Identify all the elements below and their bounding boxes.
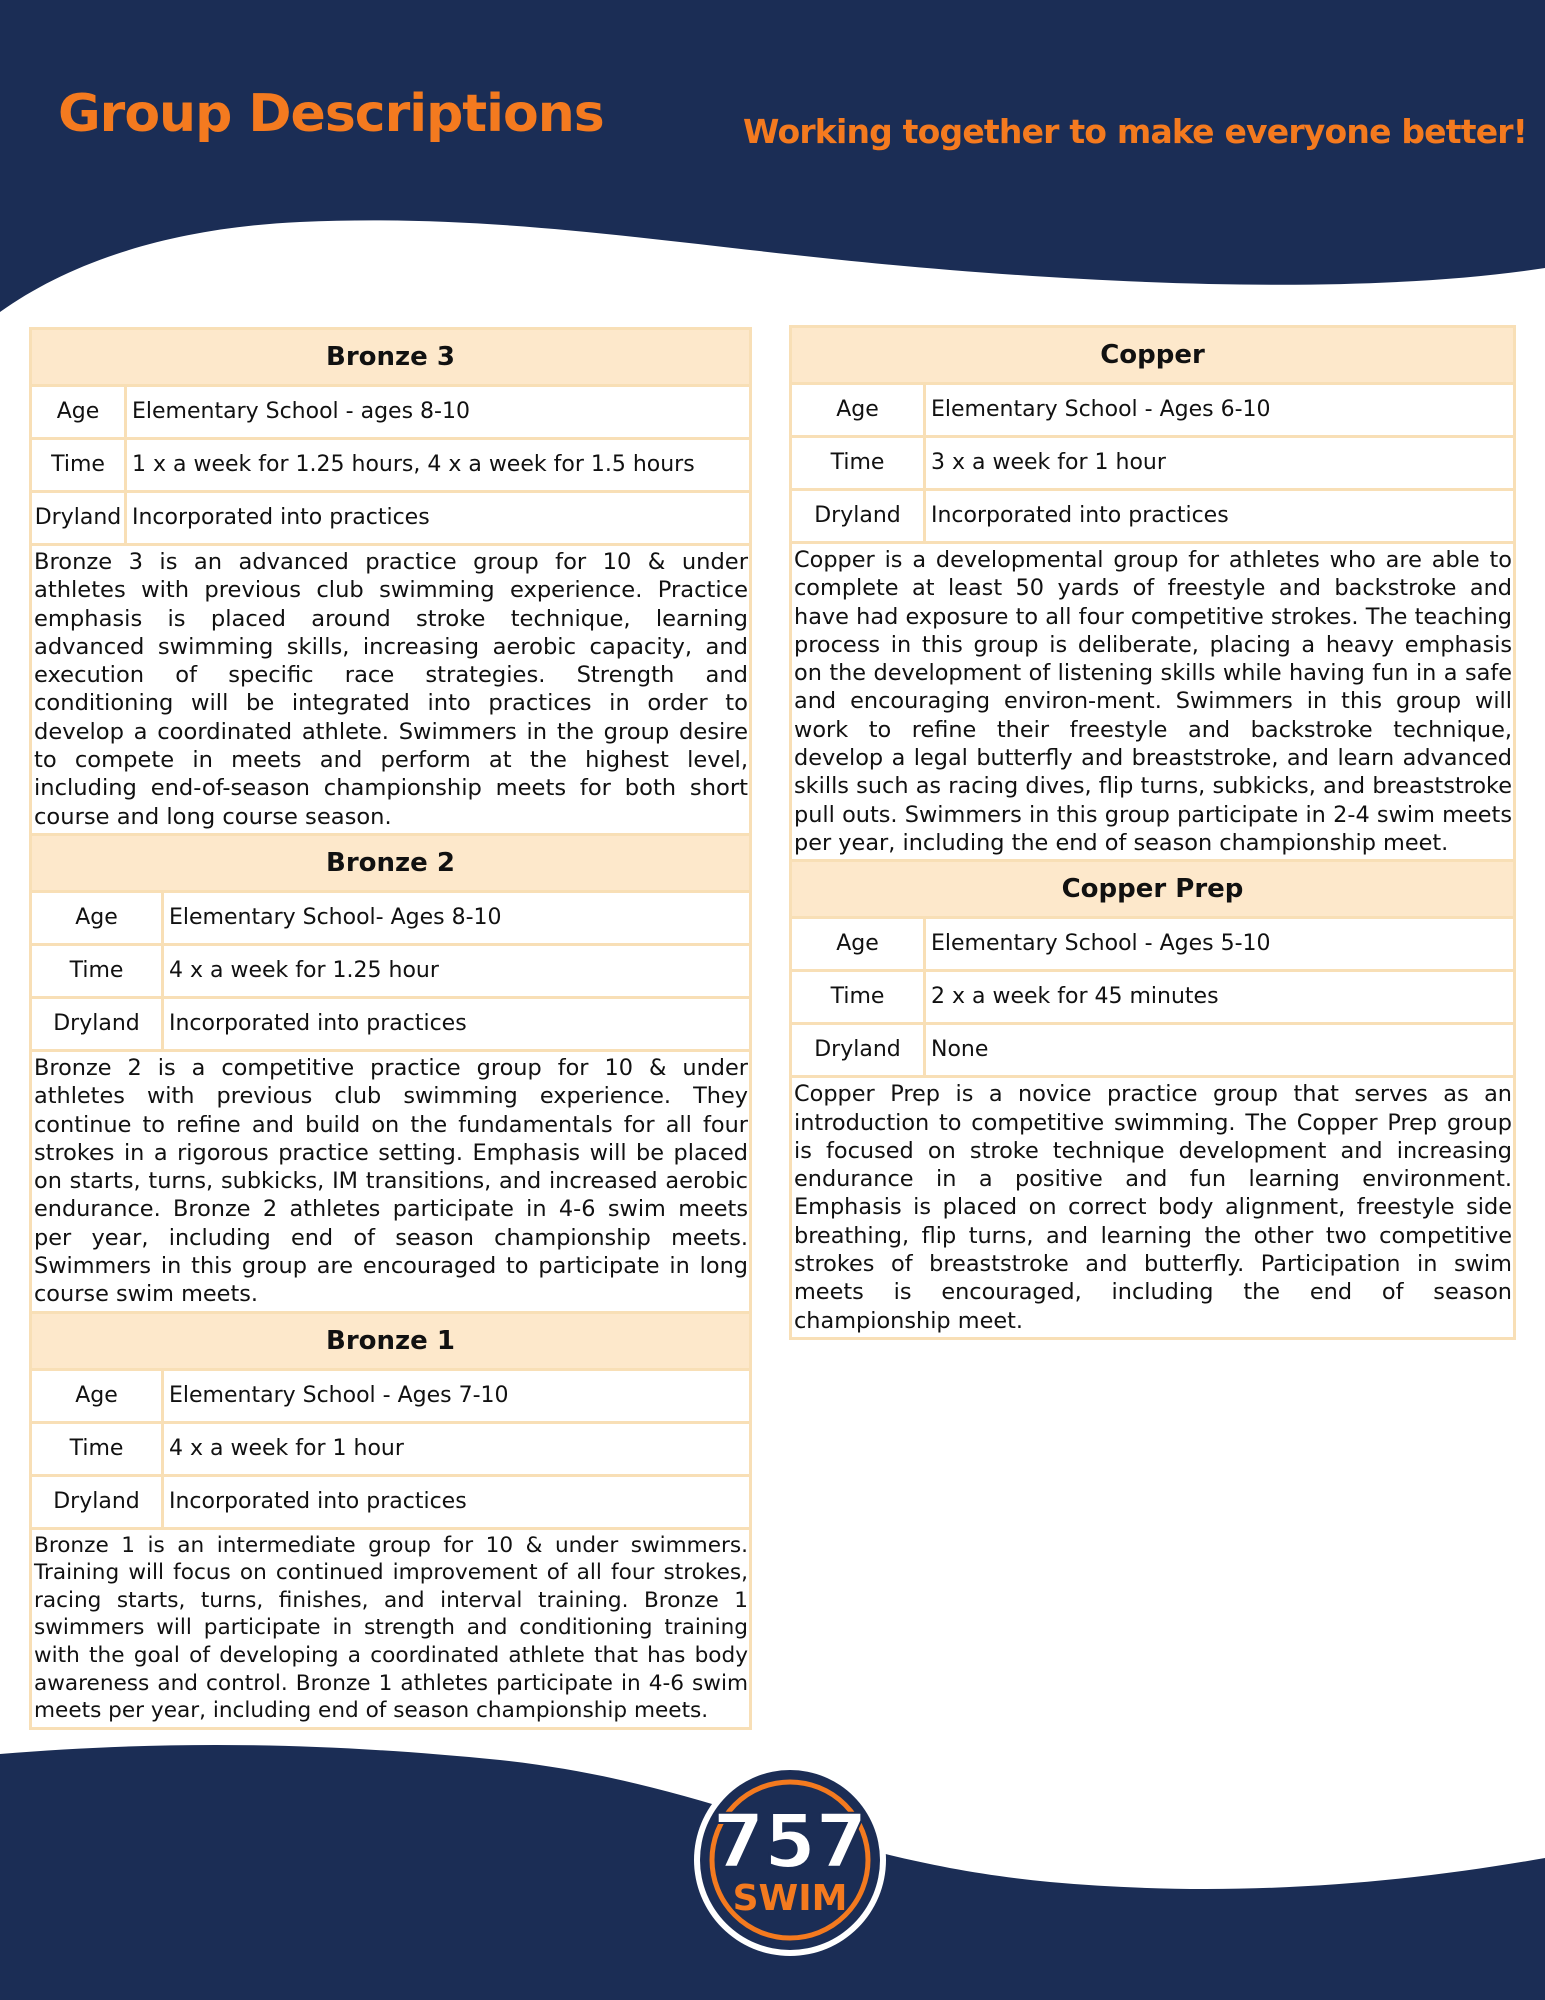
age-row [32,893,749,946]
time-row [792,972,1513,1025]
dryland-row [32,493,749,546]
age-row [792,919,1513,972]
time-label: Time [32,1424,164,1474]
logo-number: 757 [712,1799,868,1885]
group-card-bronze-3 [29,327,752,836]
group-description: Bronze 1 is an intermediate group for 10 & under swimmers. Training will focus on continued improvement of all four strokes, racing starts, turns, finishes, and interval training. Bronze 1 swimmers will participate in strength and conditioning training with the goal of developing a coordinated athlete that has body awareness and control. Bronze 1 athletes participate in 4-6 swim meets per year, including end of season championship meets. [34,1532,748,1724]
group-title: Copper [792,328,1513,385]
right-column [789,328,1516,1340]
header-wave-banner [0,0,1545,320]
dryland-value: None [931,1037,989,1063]
group-description: Bronze 3 is an advanced practice group for 10 & under athletes with previous club swimming experience. Practice emphasis is placed around stroke technique, learning advanced swimming skills, increasing aerobic capacity, and execution of specific race strategies. Strength and conditioning will be integrated into practices in order to develop a coordinated athlete. Swimmers in the group desire to compete in meets and perform at the highest level, including end-of-season championship meets for both short course and long course season. [34,549,748,830]
group-description: Bronze 2 is a competitive practice group for 10 & under athletes with previous club swimming experience. They continue to refine and build on the fundamentals for all four strokes in a rigorous practice setting. Emphasis will be placed on starts, turns, subkicks, IM transitions, and increased aerobic endurance. Bronze 2 athletes participate in 4-6 swim meets per year, including end of season championship meets. Swimmers in this group are encouraged to participate in long course swim meets. [34,1054,748,1308]
time-value: 4 x a week for 1.25 hour [169,957,439,983]
time-label: Time [32,440,127,490]
dryland-label: Dryland [792,1025,926,1075]
logo-word: SWIM [732,1878,848,1919]
age-row [792,385,1513,438]
dryland-label: Dryland [32,999,164,1049]
age-label: Age [792,919,926,969]
dryland-row [792,491,1513,544]
group-title: Copper Prep [792,862,1513,919]
time-value: 1 x a week for 1.25 hours, 4 x a week for 1.5 hours [132,452,695,477]
group-title: Bronze 2 [32,836,749,893]
dryland-row [32,1477,749,1530]
group-title: Bronze 1 [32,1314,749,1371]
time-row [32,1424,749,1477]
dryland-label: Dryland [792,491,926,541]
age-value: Elementary School - Ages 5-10 [931,931,1271,957]
group-card-bronze-1 [29,1311,752,1730]
group-description: Copper Prep is a novice practice group that serves as an introduction to competitive swimming. The Copper Prep group is focused on stroke technique development and increasing endurance in a positive and fun learning environment. Emphasis is placed on correct body alignment, freestyle side breathing, flip turns, and learning the other two competitive strokes of breaststroke and butterfly. Participation in swim meets is encouraged, including the end of season championship meet. [794,1081,1512,1334]
group-card-copper [789,325,1516,862]
dryland-row [32,999,749,1052]
age-label: Age [32,893,164,943]
age-value: Elementary School - ages 8-10 [132,399,470,424]
dryland-value: Incorporated into practices [132,505,430,530]
time-value: 4 x a week for 1 hour [169,1435,404,1461]
dryland-row [792,1025,1513,1078]
dryland-value: Incorporated into practices [931,503,1229,528]
age-label: Age [792,385,926,435]
age-value: Elementary School - Ages 7-10 [169,1382,509,1408]
time-label: Time [32,946,164,996]
age-row [32,387,749,440]
age-label: Age [32,387,127,437]
time-row [792,438,1513,491]
age-row [32,1371,749,1424]
time-label: Time [792,972,926,1022]
age-value: Elementary School- Ages 8-10 [169,904,502,930]
time-value: 2 x a week for 45 minutes [931,984,1219,1010]
time-row [32,440,749,493]
page-tagline: Working together to make everyone better! [743,112,1527,151]
group-card-copper-prep [789,859,1516,1340]
age-label: Age [32,1371,164,1421]
dryland-label: Dryland [32,1477,164,1527]
group-title: Bronze 3 [32,330,749,387]
time-label: Time [792,438,926,488]
swim-club-logo [690,1760,890,1960]
dryland-value: Incorporated into practices [169,1010,467,1036]
dryland-value: Incorporated into practices [169,1488,467,1514]
time-row [32,946,749,999]
age-value: Elementary School - Ages 6-10 [931,397,1271,422]
group-description: Copper is a developmental group for athletes who are able to complete at least 50 yards of freestyle and backstroke and have had exposure to all four competitive strokes. The teaching process in this group is deliberate, placing a heavy emphasis on the development of listening skills while having fun in a safe and encouraging environ-ment. Swimmers in this group will work to refine their freestyle and backstroke technique, develop a legal butterfly and breaststroke, and learn advanced skills such as racing dives, flip turns, subkicks, and breaststroke pull outs. Swimmers in this group participate in 2-4 swim meets per year, including the end of season championship meet. [794,547,1512,856]
dryland-label: Dryland [32,493,127,543]
page-title: Group Descriptions [58,84,604,144]
left-column [29,330,752,1730]
time-value: 3 x a week for 1 hour [931,450,1166,475]
group-card-bronze-2 [29,833,752,1314]
